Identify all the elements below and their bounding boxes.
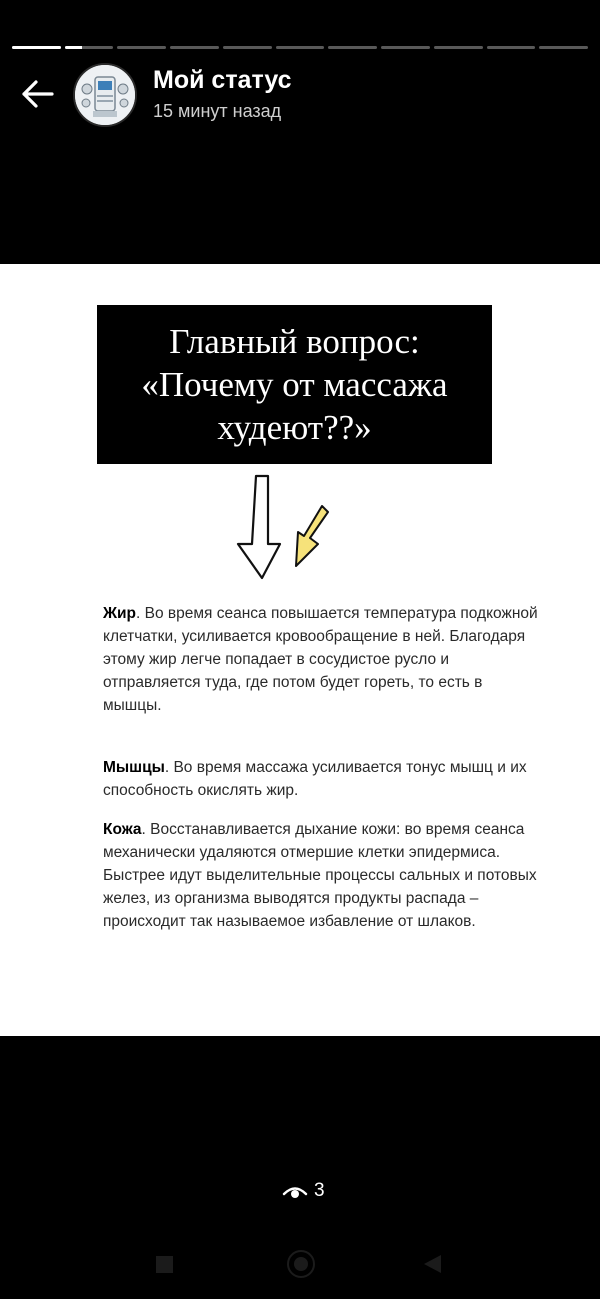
back-button[interactable] [18, 76, 58, 112]
eye-icon [282, 1182, 308, 1200]
headline-box [97, 305, 492, 464]
progress-segment [381, 46, 430, 49]
term-muscles: Мышцы [103, 759, 165, 776]
circle-icon[interactable] [287, 1250, 315, 1278]
status-title: Мой статус [153, 66, 292, 94]
story-progress-bar [12, 46, 588, 50]
progress-segment [487, 46, 536, 49]
down-arrows-illustration [230, 472, 340, 582]
status-timestamp: 15 минут назад [153, 101, 282, 121]
paragraph-text: . Во время массажа усиливается тонус мышц и их способность окислять жир. [103, 759, 527, 799]
progress-segment [434, 46, 483, 49]
headline-line: худеют??» [217, 408, 372, 447]
arrow-left-icon [18, 76, 58, 112]
outline-down-arrow-icon [238, 476, 280, 578]
progress-segment [328, 46, 377, 49]
term-fat: Жир [103, 605, 137, 622]
square-icon[interactable] [156, 1256, 173, 1273]
paragraph-text: . Восстанавливается дыхание кожи: во время сеанса механически удаляются отмершие клетки эпидермиса. Быстрее идут выделительные процессы сальных и потовых желез, из организма выводятся продукты распада – происходит так называемое избавление от шлаков. [103, 821, 537, 930]
views-counter[interactable] [282, 1178, 325, 1204]
triangle-left-icon[interactable] [424, 1255, 441, 1273]
progress-segment [539, 46, 588, 49]
views-count: 3 [314, 1180, 325, 1201]
progress-segment [117, 46, 166, 49]
massage-device-icon [75, 65, 135, 125]
headline-line: «Почему от массажа [141, 365, 448, 404]
avatar[interactable] [73, 63, 137, 127]
progress-segment [170, 46, 219, 49]
progress-segment [276, 46, 325, 49]
headline-line: Главный вопрос: [169, 322, 420, 361]
paragraph-fat [103, 602, 543, 717]
progress-segment [12, 46, 61, 49]
progress-segment-current [65, 46, 114, 49]
story-content[interactable] [0, 264, 600, 1036]
paragraph-muscles [103, 756, 543, 802]
term-skin: Кожа [103, 821, 142, 838]
progress-segment [223, 46, 272, 49]
yellow-down-arrow-icon [296, 506, 328, 566]
paragraph-text: . Во время сеанса повышается температура подкожной клетчатки, усиливается кровообращение в ней. Благодаря этому жир легче попадает в сосудистое русло и отправляется туда, где потом будет гореть, то есть в мышцы. [103, 605, 538, 714]
paragraph-skin [103, 818, 543, 933]
text-block [93, 590, 559, 983]
